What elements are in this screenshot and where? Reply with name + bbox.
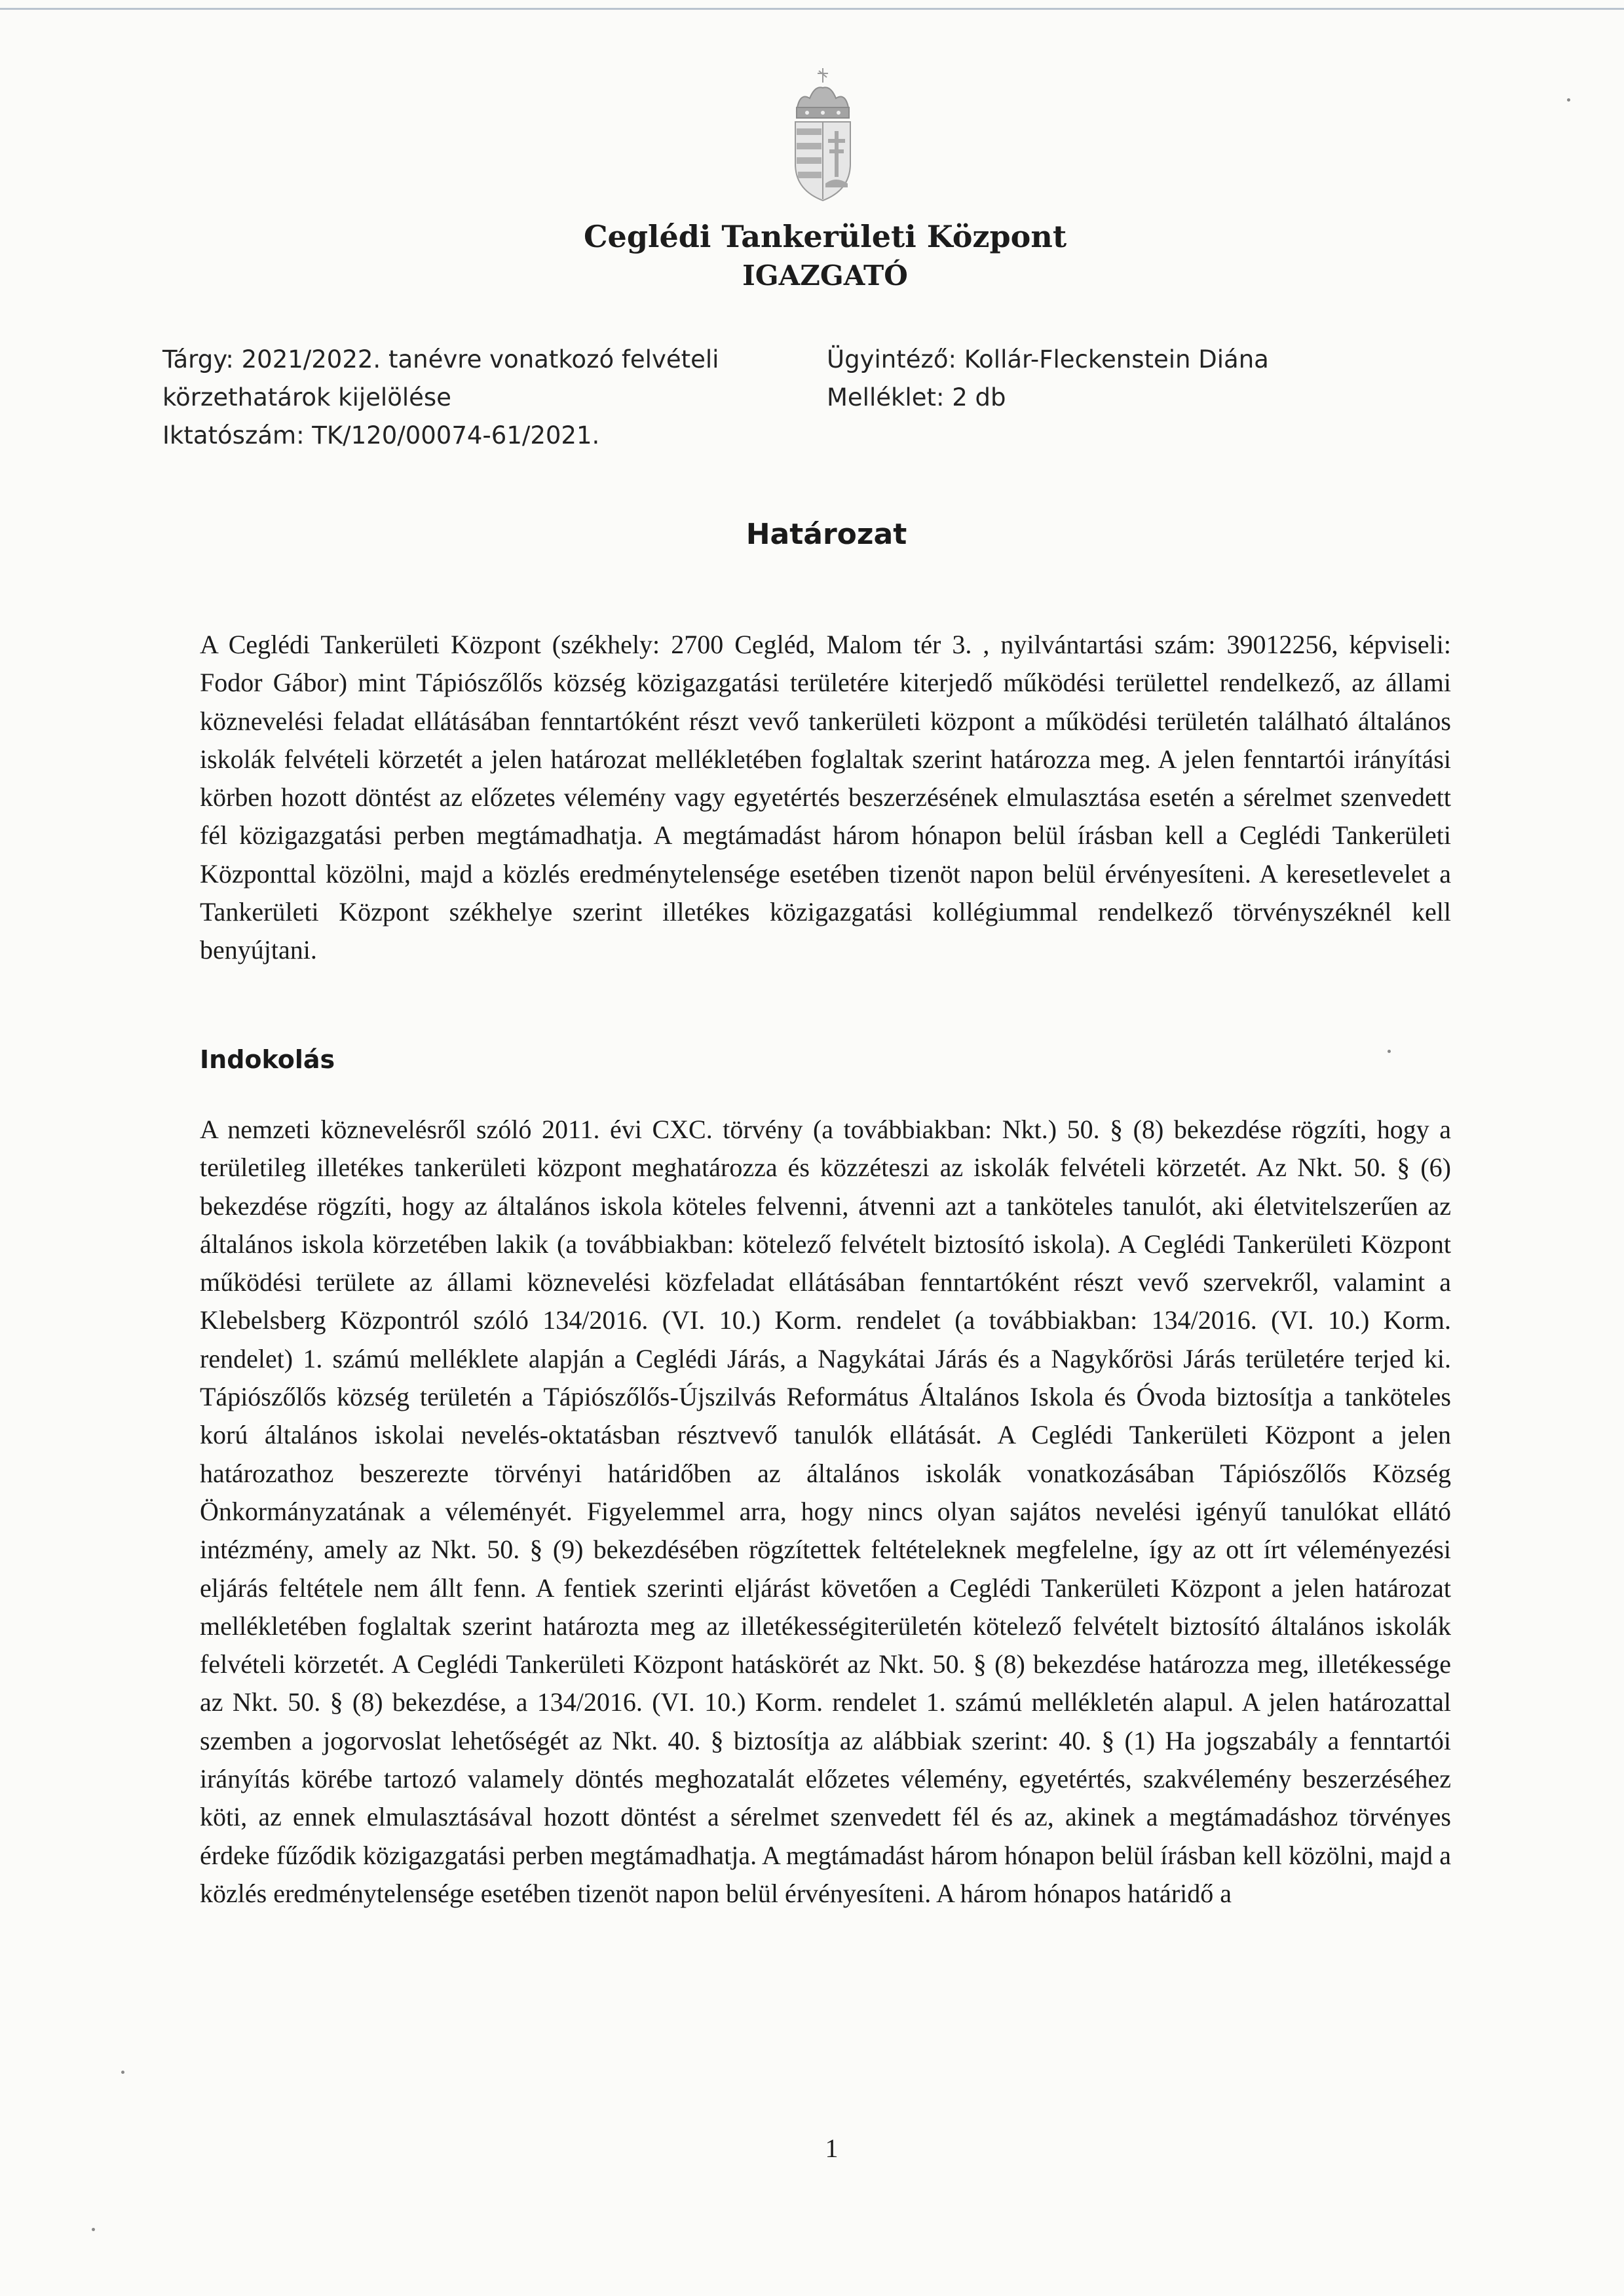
reference-block-right [827, 341, 1269, 417]
scan-speck [92, 2228, 95, 2231]
attachments: Melléklet: 2 db [827, 383, 1006, 411]
organization-name: Ceglédi Tankerületi Központ [583, 219, 1067, 254]
case-officer: Ügyintéző: Kollár-Fleckenstein Diána [827, 345, 1269, 373]
document-title: Határozat [746, 518, 907, 551]
scan-speck [1388, 1050, 1391, 1053]
subject-line-1: Tárgy: 2021/2022. tanévre vonatkozó felvételi [162, 345, 719, 373]
scan-speck [1567, 98, 1570, 102]
scan-speck [121, 2071, 124, 2074]
reference-block-left [162, 341, 719, 455]
letterhead [0, 216, 1624, 295]
scan-top-edge [0, 8, 1624, 10]
decision-paragraph: A Ceglédi Tankerületi Központ (székhely: 2700 Cegléd, Malom tér 3. , nyilvántartási szám: 39012256, képviseli: Fodor Gábor) mint Tápiószőlős község közigazgatási területére kiterjedő működési területtel rendelkező, az állami köznevelési feladat ellátásában fenntartóként részt vevő tankerületi központ a működési területén található általános iskolák felvételi körzetét a jelen határozat mellékletében foglaltak szerint határozza meg. A jelen fenntartói irányítási körben hozott döntést az előzetes vélemény vagy egyetértés beszerzésének elmulasztása esetén a sérelmet szenvedett fél közigazgatási perben megtámadhatja. A megtámadást három hónapon belül írásban kell a Ceglédi Tankerületi Központtal közölni, majd a közlés eredménytelensége esetében tizenöt napon belül érvényesíteni. A keresetlevelet a Tankerületi Központ székhelye szerint illetékes közigazgatási kollégiummal rendelkező törvényszéknél kell benyújtani. [200, 630, 1451, 965]
page-number: 1 [825, 2133, 839, 2163]
subject-line-2: körzethatárok kijelölése [162, 383, 451, 411]
reasoning-heading: Indokolás [200, 1045, 335, 1074]
organization-role: IGAZGATÓ [742, 259, 908, 292]
file-number: Iktatószám: TK/120/00074-61/2021. [162, 421, 600, 450]
hungarian-coat-of-arms-icon [784, 66, 862, 203]
reasoning-paragraph: A nemzeti köznevelésről szóló 2011. évi CXC. törvény (a továbbiakban: Nkt.) 50. § (8) bekezdése rögzíti, hogy a területileg illetékes tankerületi központ meghatározza és közzéteszi az iskolák felvételi körzetét. Az Nkt. 50. § (6) bekezdése rögzíti, hogy az általános iskola köteles felvenni, átvenni azt a tanköteles tanulót, aki életvitelszerűen az általános iskola körzetében lakik (a továbbiakban: kötelező felvételt biztosító iskola). A Ceglédi Tankerületi Központ működési területe az állami köznevelési közfeladat ellátásában fenntartóként részt vevő szervekről, valamint a Klebelsberg Központról szóló 134/2016. (VI. 10.) Korm. rendelet (a továbbiakban: 134/2016. (VI. 10.) Korm. rendelet) 1. számú melléklete alapján a Ceglédi Járás, a Nagykátai Járás és a Nagykőrösi Járás területére terjed ki. Tápiószőlős község területén a Tápiószőlős-Újszilvás Református Általános Iskola és Óvoda biztosítja a tanköteles korú általános iskolai nevelés-oktatásban résztvevő tanulók ellátását. A Ceglédi Tankerületi Központ a jelen határozathoz beszerezte törvényi határidőben az általános iskolák vonatkozásában Tápiószőlős Község Önkormányzatának a véleményét. Figyelemmel arra, hogy nincs olyan sajátos nevelési igényű tanulókat ellátó intézmény, amely az Nkt. 50. § (9) bekezdésében rögzítettek feltételeknek megfelelne, így az ott írt véleményezési eljárás feltétele nem állt fenn. A fentiek szerinti eljárást követően a Ceglédi Tankerületi Központ a jelen határozat mellékletében foglaltak szerint határozta meg az illetékességiterületén kötelező felvételt biztosító általános iskolák felvételi körzetét. A Ceglédi Tankerületi Központ hatáskörét az Nkt. 50. § (8) bekezdése határozza meg, illetékessége az Nkt. 50. § (8) bekezdése, a 134/2016. (VI. 10.) Korm. rendelet 1. számú mellékletén alapul. A jelen határozattal szemben a jogorvoslat lehetőségét az Nkt. 40. § biztosítja az alábbiak szerint: 40. § (1) Ha jogszabály a fenntartói irányítás körébe tartozó valamely döntés meghozatalát előzetes vélemény, egyetértés, szakvélemény beszerzéséhez köti, az ennek elmulasztásával hozott döntést a sérelmet szenvedett fél és az, akinek a megtámadáshoz törvényes érdeke fűződik közigazgatási perben megtámadhatja. A megtámadást három hónapon belül írásban kell közölni, majd a közlés eredménytelensége esetében tizenöt napon belül érvényesíteni. A három hónapos határidő a [200, 1115, 1451, 1908]
